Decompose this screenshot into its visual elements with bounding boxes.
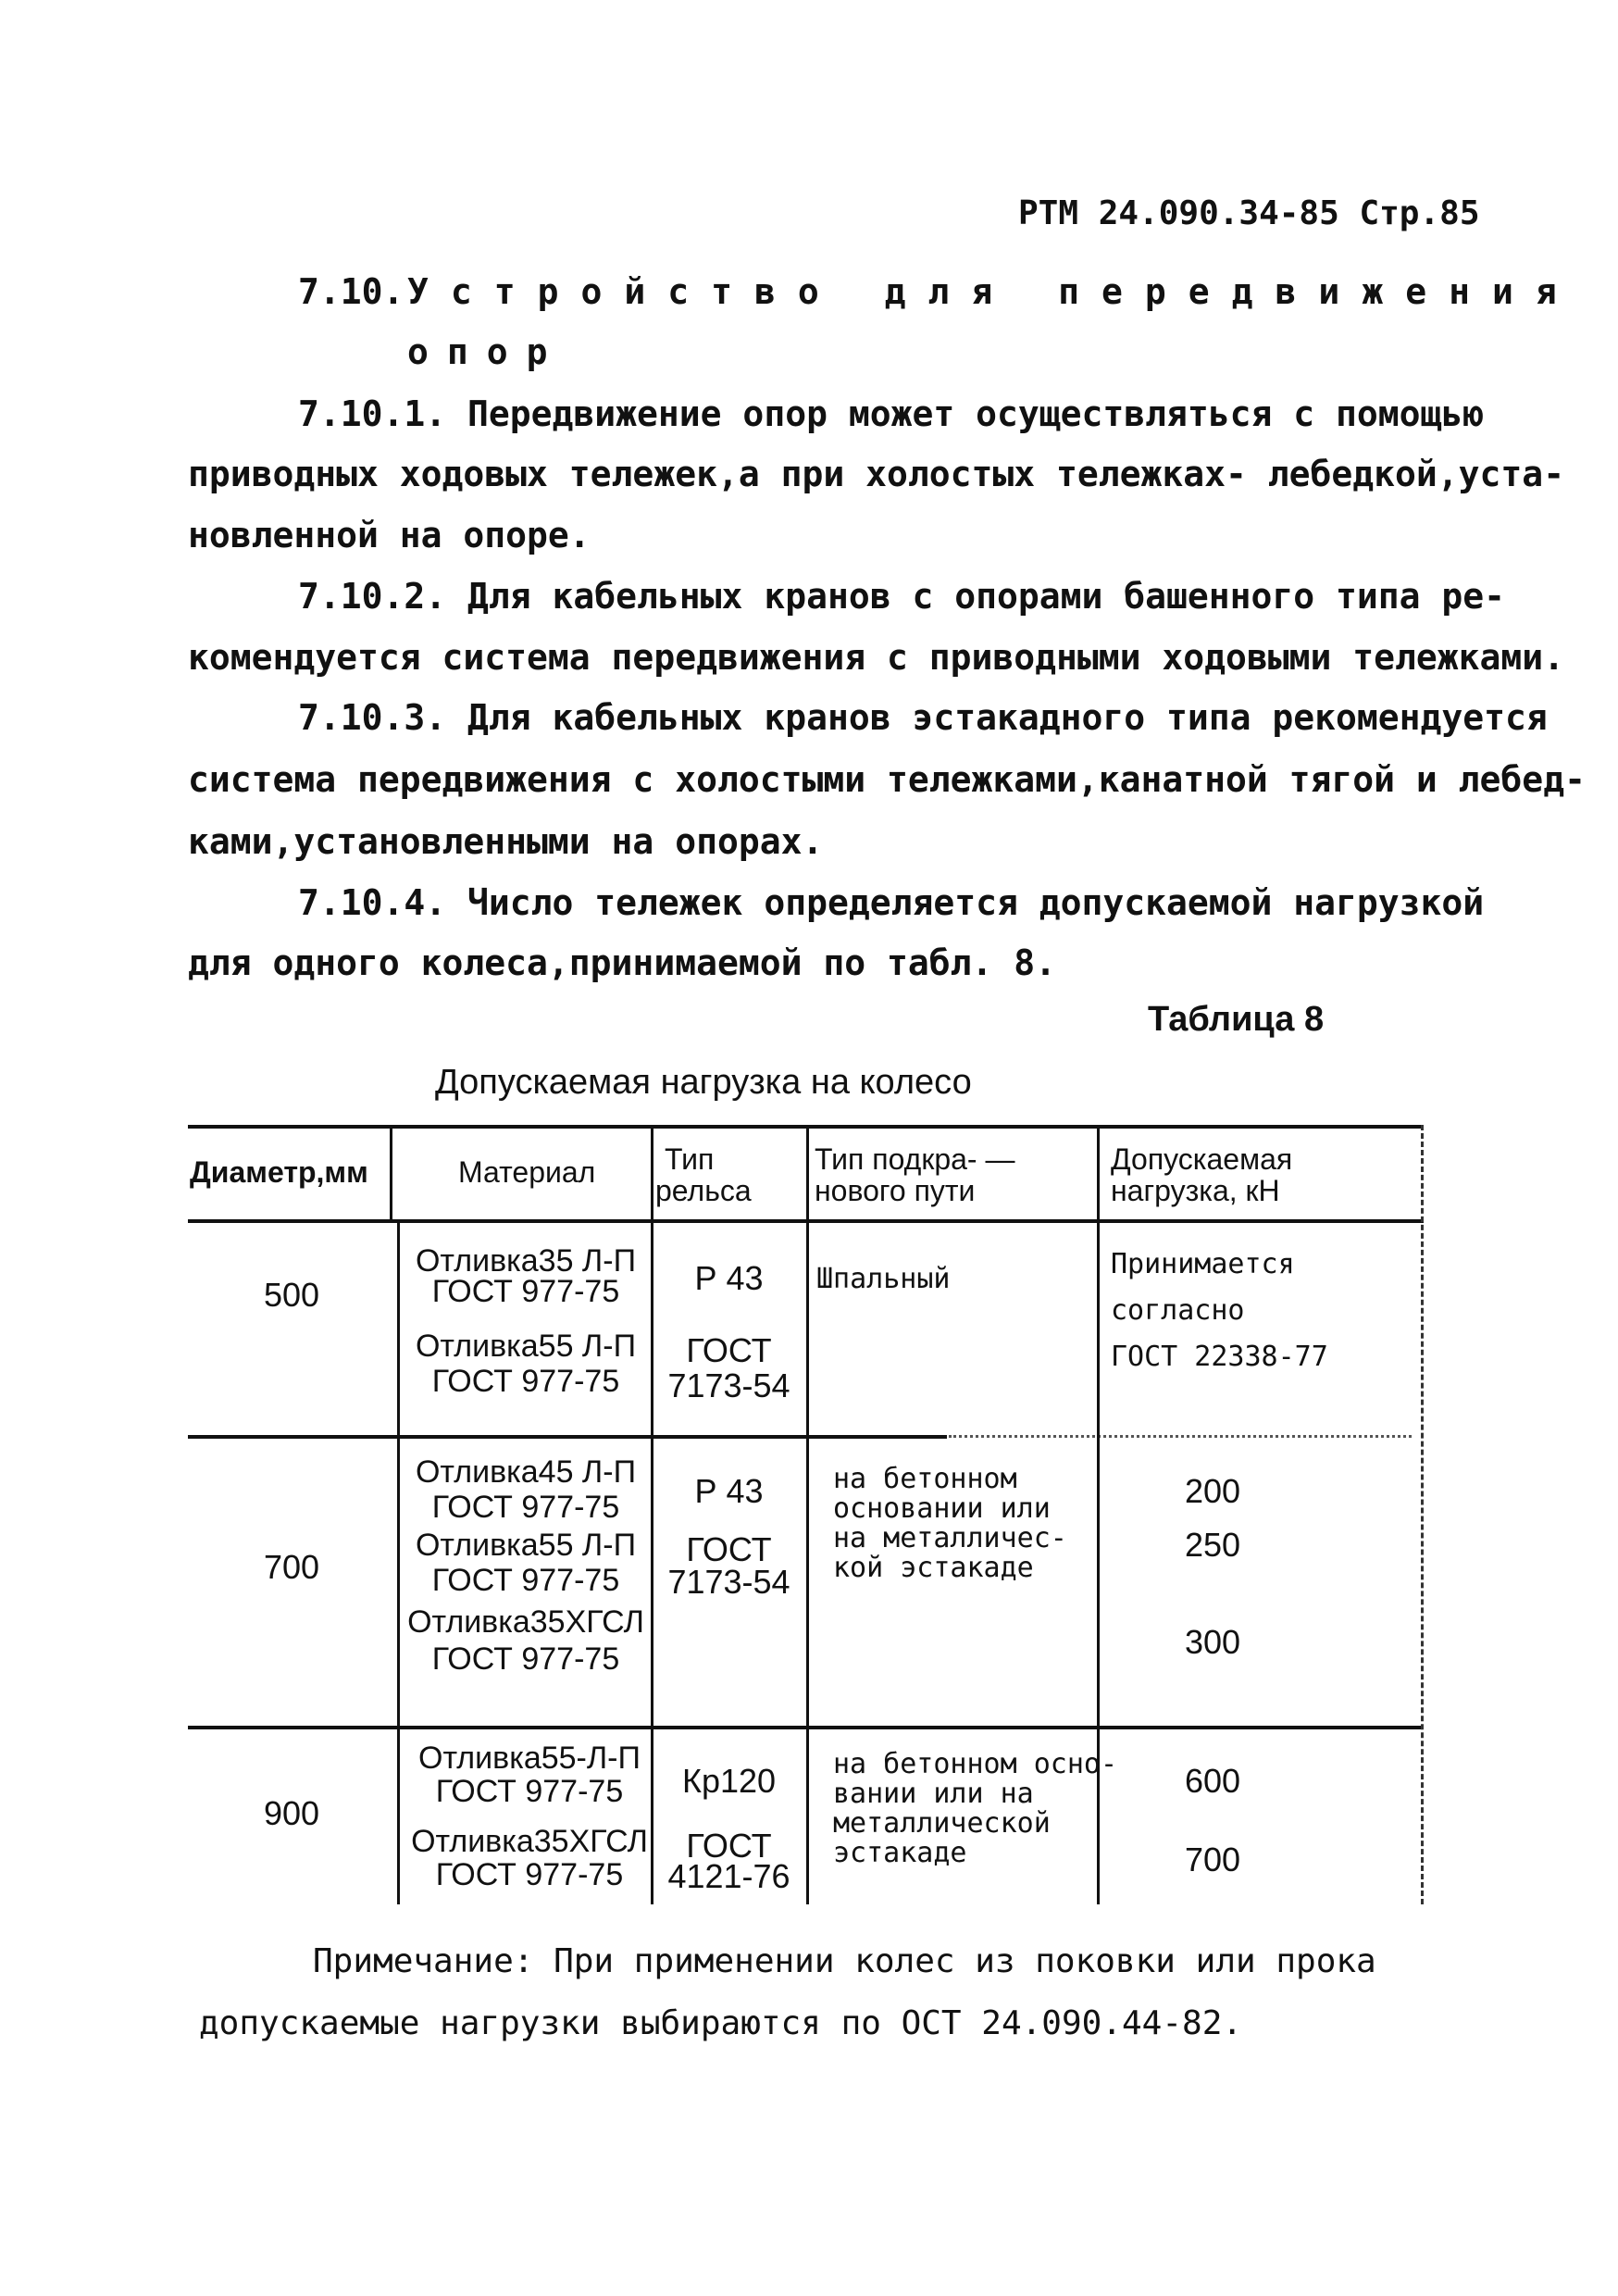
cell-material-line: ГОСТ 977-75 xyxy=(431,1490,620,1525)
section-title-continuation: опор xyxy=(407,331,566,372)
document-reference: РТМ 24.090.34-85 Стр.85 xyxy=(1018,194,1480,232)
paragraph-line: комендуется система передвижения с приводными ходовыми тележками. xyxy=(188,637,1565,678)
cell-track-line: вании или на xyxy=(833,1778,1034,1810)
cell-material-line: ГОСТ 977-75 xyxy=(431,1563,620,1598)
cell-material-line: Отливка55-Л-П xyxy=(418,1741,641,1776)
paragraph-line: система передвижения с холостыми тележками,канатной тягой и лебед- xyxy=(188,759,1586,800)
cell-material-line: Отливка45 Л-П xyxy=(415,1454,637,1490)
table-caption: Допускаемая нагрузка на колесо xyxy=(435,1063,972,1102)
paragraph-line: приводных ходовых тележек,а при холостых тележках- лебедкой,уста- xyxy=(188,454,1565,494)
column-divider xyxy=(806,1125,809,1904)
header-rail-line1: Тип xyxy=(665,1142,715,1176)
header-load-line2: нагрузка, кН xyxy=(1111,1174,1280,1207)
cell-track-line: металлической xyxy=(833,1807,1051,1840)
paragraph-line: новленной на опоре. xyxy=(188,515,591,555)
cell-rail-standard: 4121-76 xyxy=(667,1857,790,1895)
cell-rail-standard: ГОСТ xyxy=(686,1530,772,1568)
cell-material-line: ГОСТ 977-75 xyxy=(435,1857,624,1892)
cell-load-value: 600 xyxy=(1184,1762,1241,1800)
paragraph-line: 7.10.2. Для кабельных кранов с опорами башенного типа ре- xyxy=(298,576,1506,617)
header-track-line2: нового пути xyxy=(815,1174,976,1207)
cell-track-type: Шпальный xyxy=(816,1263,951,1295)
cell-material-line: Отливка55 Л-П xyxy=(415,1329,637,1364)
cell-load-line: ГОСТ 22338-77 xyxy=(1111,1341,1328,1373)
cell-material-line: Отливка55 Л-П xyxy=(415,1528,637,1563)
cell-rail-standard: ГОСТ xyxy=(686,1827,772,1865)
cell-track-line: на бетонном xyxy=(833,1463,1017,1495)
cell-rail-type: Р 43 xyxy=(694,1472,764,1510)
section-title: Устройство для передвижения xyxy=(407,271,1579,312)
cell-load-line: согласно xyxy=(1111,1294,1245,1327)
paragraph-line: для одного колеса,принимаемой по табл. 8. xyxy=(188,942,1056,983)
cell-load-value: 700 xyxy=(1184,1841,1241,1878)
cell-material-line: ГОСТ 977-75 xyxy=(431,1641,620,1677)
cell-diameter: 900 xyxy=(263,1794,320,1832)
header-rail-line2: рельса xyxy=(655,1174,752,1207)
table-label: Таблица 8 xyxy=(1148,1000,1325,1039)
column-divider xyxy=(1421,1125,1424,1904)
paragraph-line: ками,установленными на опорах. xyxy=(188,821,824,862)
cell-material-line: Отливка35ХГСЛ xyxy=(407,1604,644,1640)
cell-material-line: ГОСТ 977-75 xyxy=(431,1364,620,1399)
paragraph-line: 7.10.1. Передвижение опор может осуществляться с помощью xyxy=(298,393,1485,434)
cell-load-line: Принимается xyxy=(1111,1248,1295,1280)
row-separator-dotted xyxy=(949,1435,1412,1438)
cell-material-line: Отливка35ХГСЛ xyxy=(411,1824,648,1859)
paragraph-line: 7.10.3. Для кабельных кранов эстакадного типа рекомендуется xyxy=(298,697,1548,738)
cell-load-value: 250 xyxy=(1184,1526,1241,1564)
cell-track-line: кой эстакаде xyxy=(833,1552,1034,1584)
header-track-line1: Тип подкра- — xyxy=(815,1142,1015,1176)
cell-rail-standard: 7173-54 xyxy=(667,1366,790,1404)
cell-material-line: ГОСТ 977-75 xyxy=(435,1774,624,1809)
cell-track-line: на бетонном осно- xyxy=(833,1748,1118,1780)
cell-track-line: на металличес- xyxy=(833,1522,1067,1554)
cell-diameter: 700 xyxy=(263,1548,320,1586)
table-note: Примечание: При применении колес из поковки или прока xyxy=(313,1942,1376,1980)
cell-track-line: эстакаде xyxy=(833,1837,967,1869)
cell-diameter: 500 xyxy=(263,1276,320,1314)
section-number: 7.10. xyxy=(298,271,404,312)
row-separator xyxy=(188,1435,947,1439)
cell-load-value: 300 xyxy=(1184,1623,1241,1661)
cell-track-line: основании или xyxy=(833,1492,1051,1525)
cell-load-value: 200 xyxy=(1184,1472,1241,1510)
header-diameter: Диаметр,мм xyxy=(190,1155,368,1189)
header-material: Материал xyxy=(458,1155,596,1189)
column-divider xyxy=(1097,1125,1100,1904)
cell-rail-type: Р 43 xyxy=(694,1259,764,1297)
cell-rail-type: Кр120 xyxy=(681,1762,777,1800)
column-divider xyxy=(390,1125,392,1219)
cell-rail-standard: 7173-54 xyxy=(667,1563,790,1601)
header-load-line1: Допускаемая xyxy=(1111,1142,1293,1176)
cell-material-line: ГОСТ 977-75 xyxy=(431,1274,620,1309)
cell-rail-standard: ГОСТ xyxy=(686,1331,772,1369)
cell-material-line: Отливка35 Л-П xyxy=(415,1243,637,1279)
paragraph-line: 7.10.4. Число тележек определяется допускаемой нагрузкой xyxy=(298,882,1485,923)
table-note: допускаемые нагрузки выбираются по ОСТ 24.090.44-82. xyxy=(199,2004,1243,2042)
